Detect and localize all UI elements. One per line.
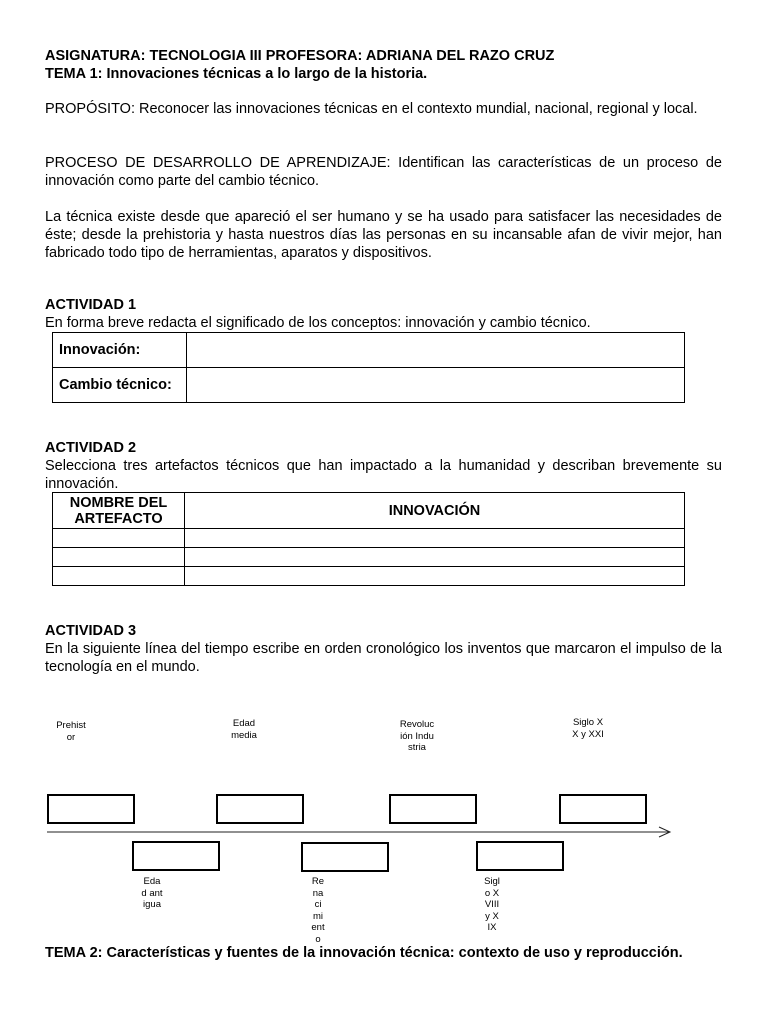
activity1-instruction: En forma breve redacta el significado de los conceptos: innovación y cambio técnico.	[45, 315, 591, 331]
activity2-title: ACTIVIDAD 2	[45, 440, 137, 456]
innovation-label: Innovación:	[53, 333, 187, 368]
process-text: PROCESO DE DESARROLLO DE APRENDIZAJE: Identifican las características de un proceso de innovación como parte del cambio técnico.	[45, 155, 722, 189]
activity3-title: ACTIVIDAD 3	[45, 623, 137, 639]
timeline-box[interactable]	[47, 794, 135, 824]
activity1-title: ACTIVIDAD 1	[45, 297, 137, 313]
timeline-box[interactable]	[132, 841, 220, 871]
theme2-title: TEMA 2: Características y fuentes de la innovación técnica: contexto de uso y reproducción.	[45, 945, 683, 961]
purpose-text: PROPÓSITO: Reconocer las innovaciones técnicas en el contexto mundial, nacional, regional y local.	[45, 101, 698, 117]
artifact-cell[interactable]	[53, 567, 185, 586]
timeline-box[interactable]	[216, 794, 304, 824]
table-row	[53, 529, 685, 548]
innovation-answer-cell[interactable]	[187, 333, 685, 368]
innovation-cell[interactable]	[185, 529, 685, 548]
timeline-label-renacimiento: Renacimiento	[311, 876, 325, 945]
artifact-cell[interactable]	[53, 529, 185, 548]
activity2-instruction: Selecciona tres artefactos técnicos que han impactado a la humanidad y describan brevemente su innovación.	[45, 458, 722, 492]
timeline-label-edad-media: Edad media	[231, 718, 257, 741]
timeline-box[interactable]	[559, 794, 647, 824]
artifact-name-header: NOMBRE DEL ARTEFACTO	[53, 493, 185, 529]
timeline-label-edad-antigua: Edad antigua	[141, 876, 163, 910]
technical-change-label: Cambio técnico:	[53, 368, 187, 403]
table-row	[53, 548, 685, 567]
timeline-label-siglo-xx-xxi: Siglo XX y XXI	[572, 717, 604, 740]
table-row	[53, 567, 685, 586]
activity1-table	[52, 332, 685, 403]
theme1-title: TEMA 1: Innovaciones técnicas a lo largo de la historia.	[45, 66, 428, 82]
timeline-label-revolucion-industrial: Revolución Industria	[399, 719, 435, 753]
innovation-cell[interactable]	[185, 548, 685, 567]
activity3-instruction: En la siguiente línea del tiempo escribe en orden cronológico los inventos que marcaron el impulso de la tecnología en el mundo.	[45, 641, 722, 675]
timeline-label-prehistoria: Prehistor	[56, 720, 86, 743]
timeline-arrow	[45, 825, 675, 839]
activity2-table	[52, 492, 685, 586]
artifact-cell[interactable]	[53, 548, 185, 567]
timeline-box[interactable]	[301, 842, 389, 872]
intro-paragraph: La técnica existe desde que apareció el ser humano y se ha usado para satisfacer las necesidades de éste; desde la prehistoria y hasta nuestros días las personas en su incansable afan de vivir mejor, han fabricado todo tipo de herramientas, aparatos y dispositivos.	[45, 209, 722, 261]
innovation-header: INNOVACIÓN	[185, 493, 685, 529]
timeline-box[interactable]	[389, 794, 477, 824]
timeline-label-siglo-xviii-xix: Siglo XVIII y XIX	[484, 876, 500, 933]
technical-change-answer-cell[interactable]	[187, 368, 685, 403]
subject-header: ASIGNATURA: TECNOLOGIA III PROFESORA: ADRIANA DEL RAZO CRUZ	[45, 48, 555, 64]
timeline-box[interactable]	[476, 841, 564, 871]
innovation-cell[interactable]	[185, 567, 685, 586]
